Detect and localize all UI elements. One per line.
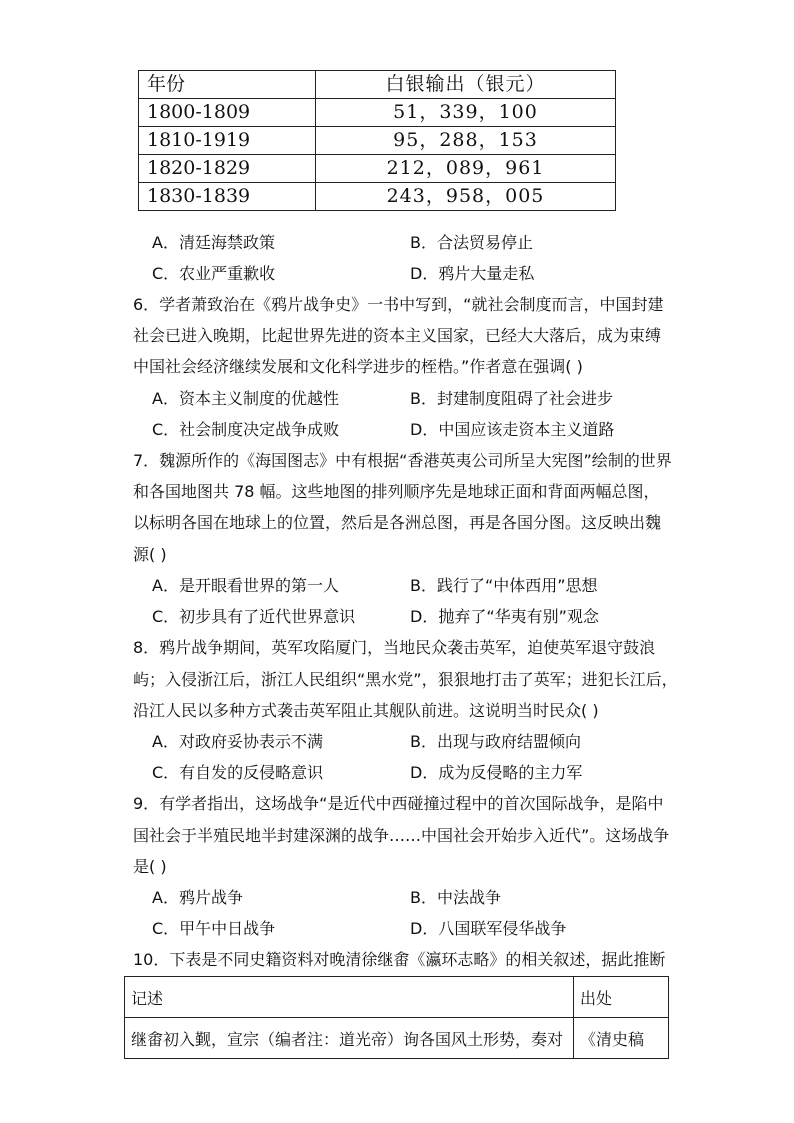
cell-source: 《清史稿: [574, 1018, 669, 1059]
q9-stem-line: 是( ): [133, 857, 167, 876]
header-silver-export: 白银输出（银元）: [316, 71, 616, 99]
cell-year: 1830-1839: [139, 183, 316, 211]
q7-option-c[interactable]: C．初步具有了近代世界意识: [152, 607, 356, 626]
q6-stem-line: 社会已进入晚期，比起世界先进的资本主义国家，已经大大落后，成为束缚: [133, 326, 662, 345]
q9-option-b[interactable]: B．中法战争: [410, 888, 501, 907]
table-row: [125, 1018, 669, 1059]
cell-year: 1820-1829: [139, 155, 316, 183]
q9-stem-line: 9．有学者指出，这场战争“是近代中西碰撞过程中的首次国际战争，是陷中: [133, 794, 664, 813]
q6-stem-line: 6．学者萧致治在《鸦片战争史》一书中写到，“就社会制度而言，中国封建: [133, 295, 664, 314]
cell-record: 继畬初入觐，宣宗（编者注：道光帝）询各国风土形势，奏对: [125, 1018, 574, 1059]
q8-option-d[interactable]: D．成为反侵略的主力军: [410, 763, 583, 782]
q7-option-a[interactable]: A．是开眼看世界的第一人: [152, 576, 339, 595]
q7-stem-line: 7．魏源所作的《海国图志》中有根据“香港英夷公司所呈大宪图”绘制的世界: [133, 451, 672, 470]
q6-option-b[interactable]: B．封建制度阻碍了社会进步: [410, 389, 613, 408]
cell-amount: 51，339，100: [316, 99, 616, 127]
q10-records-table: [124, 976, 669, 1059]
q7-option-b[interactable]: B．践行了“中体西用”思想: [410, 576, 598, 595]
silver-export-table: [138, 70, 616, 211]
cell-amount: 243，958，005: [316, 183, 616, 211]
q8-option-b[interactable]: B．出现与政府结盟倾向: [410, 732, 581, 751]
header-source: 出处: [574, 977, 669, 1018]
q6-option-d[interactable]: D．中国应该走资本主义道路: [410, 420, 615, 439]
q7-stem-line: 和各国地图共 78 幅。这些地图的排列顺序先是地球正面和背面两幅总图，: [133, 482, 660, 501]
table-header-row: [139, 71, 616, 99]
q10-stem-line: 10．下表是不同史籍资料对晚清徐继畬《瀛环志略》的相关叙述，据此推断: [133, 950, 666, 969]
q6-option-a[interactable]: A．资本主义制度的优越性: [152, 389, 339, 408]
table-row: [139, 183, 616, 211]
table-row: [139, 99, 616, 127]
q5-option-d[interactable]: D．鸦片大量走私: [410, 264, 535, 283]
q9-option-c[interactable]: C．甲午中日战争: [152, 919, 276, 938]
q8-stem-line: 沿江人民以多种方式袭击英军阻止其舰队前进。这说明当时民众( ): [133, 701, 599, 720]
cell-amount: 212，089，961: [316, 155, 616, 183]
table-row: [139, 155, 616, 183]
cell-amount: 95，288，153: [316, 127, 616, 155]
q7-stem-line: 源( ): [133, 545, 167, 564]
q9-stem-line: 国社会于半殖民地半封建深渊的战争……中国社会开始步入近代”。这场战争: [133, 826, 670, 845]
q8-stem-line: 8．鸦片战争期间，英军攻陷厦门，当地民众袭击英军，迫使英军退守鼓浪: [133, 638, 656, 657]
cell-year: 1810-1919: [139, 127, 316, 155]
header-year: 年份: [139, 71, 316, 99]
table-header-row: [125, 977, 669, 1018]
q6-stem-line: 中国社会经济继续发展和文化科学进步的桎梏。”作者意在强调( ): [133, 357, 583, 376]
q8-option-a[interactable]: A．对政府妥协表示不满: [152, 732, 323, 751]
q6-option-c[interactable]: C．社会制度决定战争成败: [152, 420, 340, 439]
q5-option-c[interactable]: C．农业严重歉收: [152, 264, 276, 283]
q7-stem-line: 以标明各国在地球上的位置，然后是各洲总图，再是各国分图。这反映出魏: [133, 513, 662, 532]
q8-stem-line: 屿；入侵浙江后，浙江人民组织“黑水党”，狠狠地打击了英军；进犯长江后，: [133, 670, 678, 689]
header-record: 记述: [125, 977, 574, 1018]
q9-option-d[interactable]: D．八国联军侵华战争: [410, 919, 567, 938]
cell-year: 1800-1809: [139, 99, 316, 127]
q9-option-a[interactable]: A．鸦片战争: [152, 888, 243, 907]
q8-option-c[interactable]: C．有自发的反侵略意识: [152, 763, 324, 782]
q7-option-d[interactable]: D．抛弃了“华夷有别”观念: [410, 607, 599, 626]
q5-option-a[interactable]: A．清廷海禁政策: [152, 233, 275, 252]
table-row: [139, 127, 616, 155]
q5-option-b[interactable]: B．合法贸易停止: [410, 233, 533, 252]
